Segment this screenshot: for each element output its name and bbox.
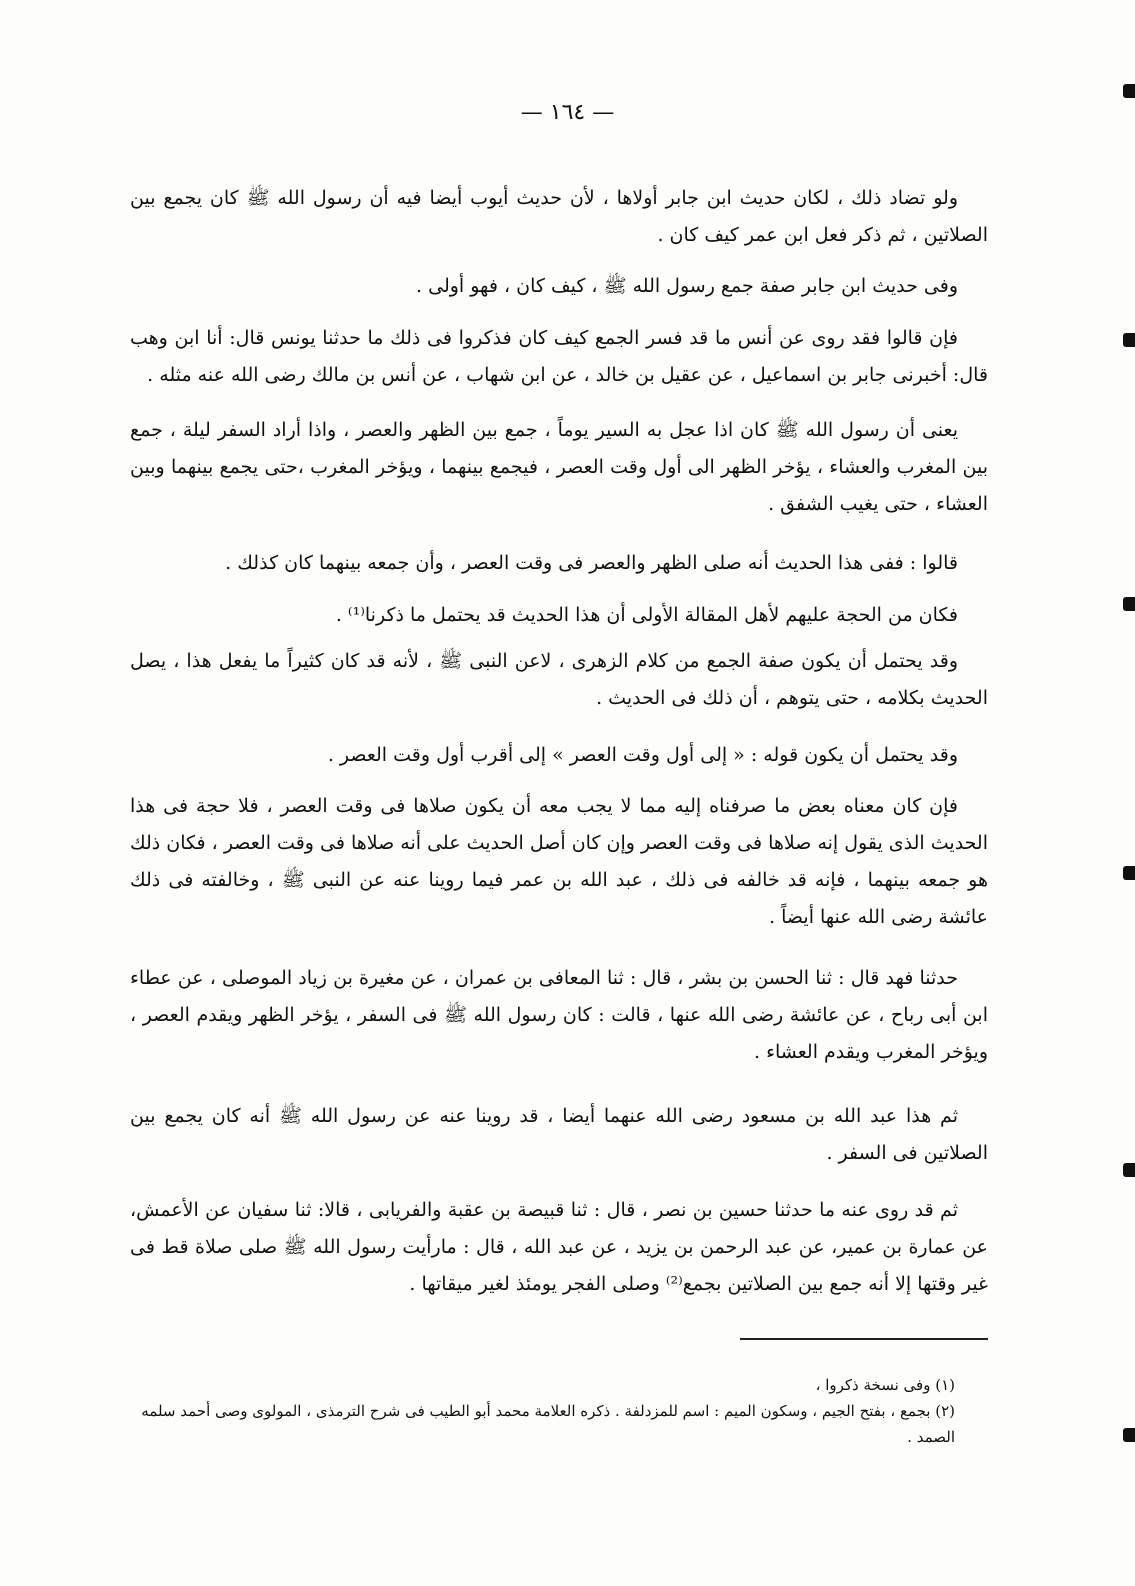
- margin-mark: [1123, 84, 1135, 98]
- margin-mark: [1123, 597, 1135, 611]
- paragraph-9: فإن كان معناه بعض ما صرفناه إليه مما لا يجب معه أن يكون صلاها فى وقت العصر ، فلا حجة فى هذا الحديث الذى يقول إنه صلاها فى وقت العصر وإن كان أصل الحديث على أنه صلاها فى وقت العصر ، فكان ذلك هو جمعه بينهما ، فإنه قد خالفه فى ذلك ، عبد الله بن عمر فيما روينا عنه عن النبى ﷺ ، وخالفته فى ذلك عائشة رضى الله عنها أيضاً .: [129, 795, 988, 928]
- paragraph-4: يعنى أن رسول الله ﷺ كان اذا عجل به السير يوماً ، جمع بين الظهر والعصر ، واذا أراد السفر ليلة ، جمع بين المغرب والعشاء ، يؤخر الظهر الى أول وقت العصر ، فيجمع بينهما ، ويؤخر المغرب ،حتى يجمع بينهما وبين العشاء ، حتى يغيب الشفق .: [130, 419, 988, 515]
- footnote-separator: [740, 1338, 988, 1340]
- margin-mark: [1123, 333, 1135, 347]
- paragraph-12: ثم قد روى عنه ما حدثنا حسين بن نصر ، قال : ثنا قبيصة بن عقبة والفريابى ، قالا: ثنا سفيان عن الأعمش، عن عمارة بن عمير، عن عبد الرحمن بن يزيد ، عن عبد الله ، قال : مارأيت رسول الله ﷺ صلى صلاة قط فى غير وقتها إلا أنه جمع بين الصلاتين بجمع⁽²⁾ وصلى الفجر يومئذ لغير ميقاتها .: [130, 1199, 988, 1295]
- paragraph-7: وقد يحتمل أن يكون صفة الجمع من كلام الزهرى ، لاعن النبى ﷺ ، لأنه قد كان كثيراً ما يفعل هذا ، يصل الحديث بكلامه ، حتى يتوهم ، أن ذلك فى الحديث .: [130, 650, 988, 709]
- paragraph-10: حدثنا فهد قال : ثنا الحسن بن بشر ، قال : ثنا المعافى بن عمران ، عن مغيرة بن زياد الموصلى ، عن عطاء ابن أبى رباح ، عن عائشة رضى الله عنها ، قالت : كان رسول الله ﷺ فى السفر ، يؤخر الظهر ويقدم العصر ، ويؤخر المغرب ويقدم العشاء .: [130, 967, 988, 1063]
- footnote-2: (٢) بجمع ، بفتح الجيم ، وسكون الميم : اسم للمزدلفة . ذكره العلامة محمد أبو الطيب فى شرح الترمذى ، المولوى وصى أحمد سلمه الصمد .: [141, 1402, 955, 1446]
- paragraph-11: ثم هذا عبد الله بن مسعود رضى الله عنهما أيضا ، قد روينا عنه عن رسول الله ﷺ أنه كان يجمع بين الصلاتين فى السفر .: [130, 1105, 988, 1164]
- page-number: — ١٦٤ —: [520, 100, 615, 125]
- paragraph-8: وقد يحتمل أن يكون قوله : « إلى أول وقت العصر » إلى أقرب أول وقت العصر .: [327, 744, 958, 766]
- margin-mark: [1123, 866, 1135, 880]
- paragraph-3: فإن قالوا فقد روى عن أنس ما قد فسر الجمع كيف كان فذكروا فى ذلك ما حدثنا يونس قال: أنا ابن وهب قال: أخبرنى جابر بن اسماعيل ، عن عقيل بن خالد ، عن ابن شهاب ، عن أنس بن مالك رضى الله عنه مثله .: [130, 327, 988, 386]
- paragraph-5: قالوا : ففى هذا الحديث أنه صلى الظهر والعصر فى وقت العصر ، وأن جمعه بينهما كان كذلك .: [225, 552, 958, 574]
- paragraph-1: ولو تضاد ذلك ، لكان حديث ابن جابر أولاها ، لأن حديث أيوب أيضا فيه أن رسول الله ﷺ كان يجمع بين الصلاتين ، ثم ذكر فعل ابن عمر كيف كان .: [130, 187, 988, 246]
- paragraph-6: فكان من الحجة عليهم لأهل المقالة الأولى أن هذا الحديث قد يحتمل ما ذكرنا⁽¹⁾ .: [335, 604, 958, 626]
- paragraph-2: وفى حديث ابن جابر صفة جمع رسول الله ﷺ ، كيف كان ، فهو أولى .: [416, 275, 958, 297]
- footnote-1: (١) وفى نسخة ذكروا ،: [815, 1376, 955, 1394]
- margin-mark: [1123, 1163, 1135, 1177]
- margin-mark: [1123, 1428, 1135, 1442]
